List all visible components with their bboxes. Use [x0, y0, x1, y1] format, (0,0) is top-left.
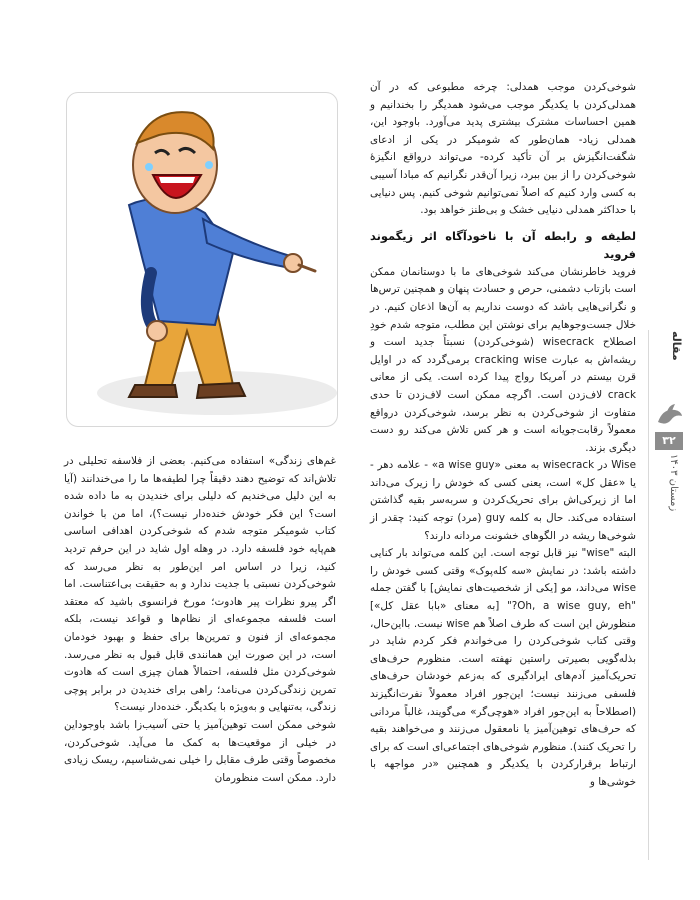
section-heading: لطیفه و رابطه آن با ناخودآگاه اثر زیگموند فروید [370, 228, 636, 261]
albate-paragraph: البته "wise" نیز قابل توجه است. این کلمه می‌تواند بار کنایی داشته باشد: در نمایش «سه کله‌پوک» وقتی کسی خودش را wise می‌داند، مو [یکی از شخصیت‌های نمایش] با گفتن جمله "Oh, a wise guy, eh?" [به معنای «بابا عقل کل»] منظورش این است که طرف اصلاً هم wise نیست. بااین‌حال، وقتی کتاب شوخی‌کردن را می‌خواندم فکر کردم شاید در بذله‌گویی بصیرتی راستین نهفته است. منظورم حرف‌های تحریک‌آمیز آدم‌های ایرادگیری که به‌زعم خودشان حرف‌های فلسفی می‌زنند نیست؛ این‌جور افراد معمولاً نفرت‌انگیزند (اصطلاحاً به این‌جور افراد «هوچی‌گر» می‌گویند، غالباً مردانی که حرف‌های توهین‌آمیز یا نامعقول می‌زنند و می‌خواهند بقیه را تحریک کنند). منظورم شوخی‌های اجتماعی‌ای است که برای ارتباط برقرارکردن با یکدیگر و همچنین «در مواجهه با خوشی‌ها و [370, 547, 636, 788]
issue-date: زمستان ۱۴۰۳ [668, 454, 679, 512]
wise-paragraph: Wise در wisecrack به معنی «a wise guy» - علامه دهر - یا «عقل کل» است، یعنی کسی که خودش را زیرک می‌داند اما از زیرکی‌اش برای تحریک‌کردن و سربه‌سر بقیه گذاشتن استفاده می‌کند. حال به کلمه guy (مرد) توجه کنید: چقدر از شوخی‌ها ریشه در الگوهای خشونت مردانه دارند؟ [370, 459, 636, 542]
freud-paragraph: فروید خاطرنشان می‌کند شوخی‌های ما با دوستانمان ممکن است بازتاب دشمنی، حرص و حسادت پنهان و همچنین ترس‌ها و نگرانی‌هایی باشد که دوست نداریم به آن‌ها اذعان کنیم. در خلال جست‌وجوهایم برای نوشتن این مطلب، متوجه شدم خودِ اصطلاح wisecrack (شوخی‌کردن) نسبتاً جدید است و ریشه‌اش به عبارت cracking wise برمی‌گردد که در اوایل قرن بیستم در آمریکا رواج پیدا کرده است. یکی از معانی crack لاف‌زدن است. اگرچه ممکن است لاف‌زدن تا حدی متفاوت از شوخی‌کردن به نظر برسد، شوخی‌کردن درواقع معمولاً رقابت‌جویانه است و هر کس تلاش می‌کند رو دست دیگری بزند. [370, 265, 636, 454]
bird-logo-icon [655, 402, 685, 430]
section-label: مقاله [670, 331, 683, 361]
page-number: ۳۲ [655, 432, 683, 450]
left-paragraph-1: غم‌های زندگی» استفاده می‌کنیم. بعضی از فلاسفه تحلیلی در تلاش‌اند که توضیح دهند دقیقاً چرا لطیفه‌ها ما را می‌خندانند (آیا به این دلیل می‌خندیم که دلیلی برای خندیدن به ما داده شده است؟ این فکر خودش خنده‌دار نیست؟)، اما من با خواندن کتاب شومیکر متوجه شدم که شوخی‌کردن اهدافی اساسی هم‌پایه خود فلسفه دارد. در وهله اول شاید در این حرفم تردید کنید، زیرا در اساس امر این‌طور به نظر می‌رسد که شوخی‌کردن نسبتی با جدیت ندارد و به حقیقت بی‌اعتناست. اما اگر پیرو نظرات پیر هادوت؛ مورخ فرانسوی باشید که معتقد است فلسفه مجموعه‌ای از نظام‌ها و قواعد نیست، بلکه مجموعه‌ای از فنون و تمرین‌ها برای حفظ و بهبود خودمان است، در این صورت این همانندی قابل قبول به نظر می‌رسد. شوخی‌کردن مثل فلسفه، احتمالاً همان چیزی است که هادوت تمرین زندگی‌کردن می‌نامد؛ راهی برای خندیدن در برابر پوچی زندگی، به‌تنهایی و به‌ویژه با یکدیگر. خنده‌دار نیست؟ [64, 455, 336, 714]
laughing-man-illustration [66, 92, 338, 427]
sidebar-divider [648, 330, 649, 860]
article-right-column [370, 79, 636, 792]
article-left-column [64, 453, 336, 787]
page-sidebar [638, 0, 700, 900]
intro-paragraph: شوخی‌کردن موجب همدلی: چرخه مطبوعی که در آن همدلی‌کردن با یکدیگر موجب می‌شود همدیگر را بخندانیم و همین احساسات مشترک بیشتری پدید می‌آورد. باوجود این، همدلی زیاد- همان‌طور که شومیکر در یکی از ادعای شگفت‌انگیزش بر آن تأکید کرده- می‌تواند درواقع انگیزهٔ شوخی‌کردن را از بین ببرد، زیرا آن‌قدر نگرانیم که مبادا آسیبی به کسی وارد کنیم که اصلاً نمی‌توانیم شوخی کنیم. پس دنیایی با حداکثر همدلی دنیایی خشک و بی‌طنز خواهد بود. [370, 81, 636, 217]
left-paragraph-2: شوخی ممکن است توهین‌آمیز یا حتی آسیب‌زا باشد باوجوداین در خیلی از موقعیت‌ها به کمک ما می‌آید. شوخی‌کردن، مخصوصاً وقتی طرف مقابل را خیلی نمی‌شناسیم، ریسک زیادی دارد. ممکن است منظورمان [64, 718, 336, 784]
